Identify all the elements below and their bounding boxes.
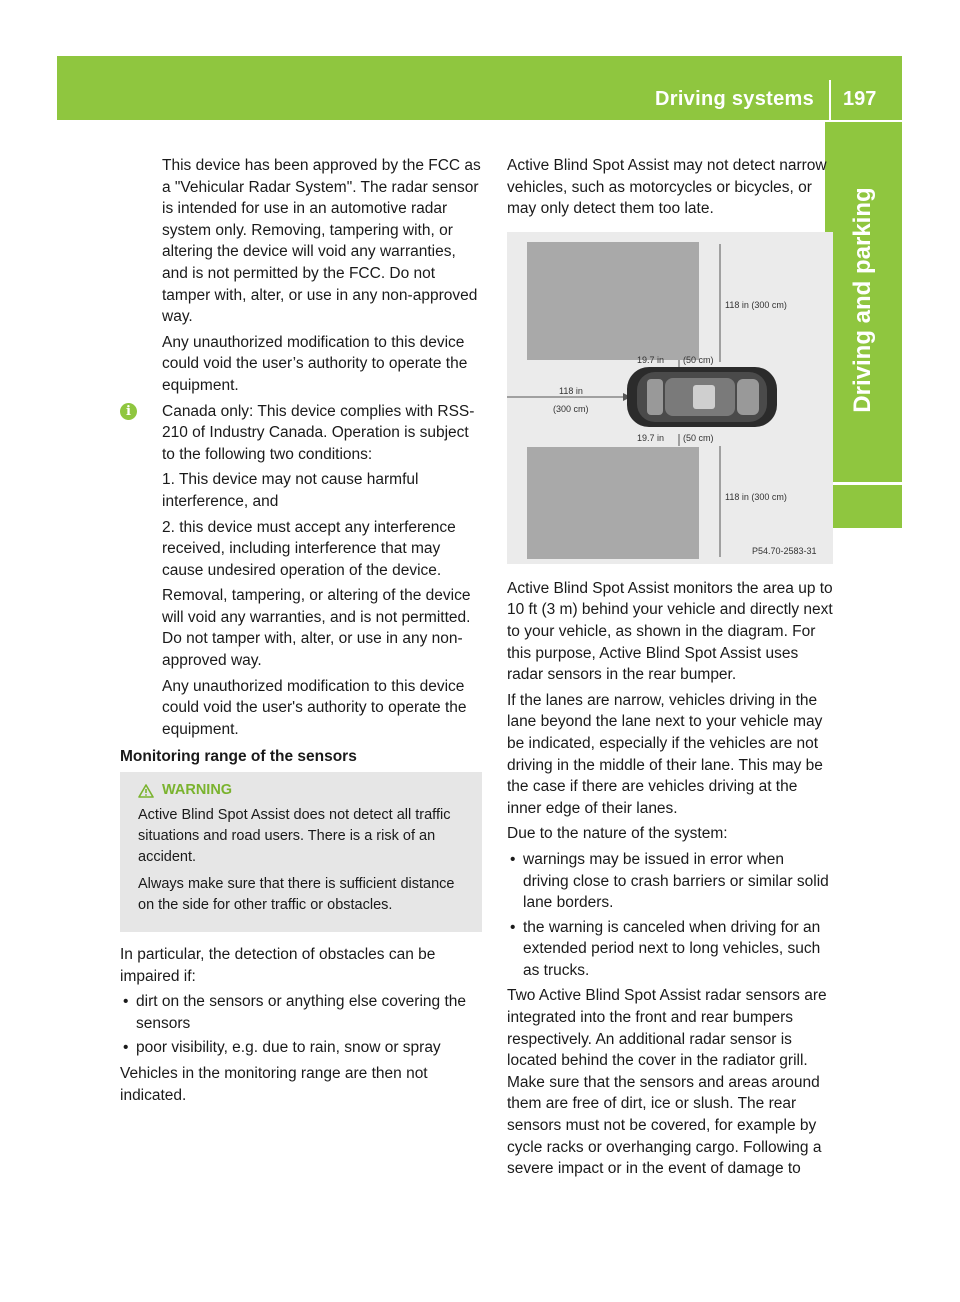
left-column	[120, 155, 482, 1110]
dimension-label: 19.7 in	[637, 354, 665, 365]
paragraph: Any unauthorized modification to this device could void the user’s authority to operate the equipment.	[162, 333, 468, 394]
dimension-label: 118 in	[559, 385, 583, 396]
paragraph: Two Active Blind Spot Assist radar sensors are integrated into the front and rear bumpers respectively. An additional radar sensor is located behind the cover in the radiator grill. Make sure that the sensors and areas around them are free of dirt, ice or slush. The rear sensors must not be covered, for example by cycle racks or overhanging cargo. Following a severe impact or in the event of damage to	[507, 987, 827, 1178]
paragraph: Removal, tampering, or altering of the device will void any warranties, and is not permitted. Do not tamper with, alter, or use in any non-approved way.	[162, 587, 471, 670]
list-item: • warnings may be issued in error when driving close to crash barriers or similar solid lane borders.	[507, 849, 833, 914]
paragraph: This device has been approved by the FCC as a "Vehicular Radar System". The radar sensor is intended for use in an automotive radar system only. Removing, tampering with, or altering the device will void any warranties, and is not permitted by the FCC. Do not tamper with, alter, or use in any non-approved way.	[162, 157, 481, 326]
chapter-tab-marker	[825, 485, 902, 528]
bullet-list	[507, 849, 833, 982]
warning-triangle-icon	[138, 784, 154, 798]
section-title: Driving systems	[655, 88, 815, 110]
warning-box	[120, 772, 482, 932]
right-column	[507, 155, 833, 1184]
paragraph: Canada only: This device complies with RSS-210 of Industry Canada. Operation is subject to the following two conditions:	[162, 402, 475, 463]
dimension-label: 118 in (300 cm)	[725, 299, 787, 310]
monitoring-zone-bottom	[527, 447, 699, 559]
paragraph: 1. This device may not cause harmful interference, and	[162, 471, 419, 510]
paragraph: Due to the nature of the system:	[507, 825, 728, 843]
header-divider	[829, 80, 831, 120]
car-top-view-icon	[627, 367, 777, 427]
paragraph: If the lanes are narrow, vehicles driving in the lane beyond the lane next to your vehicle may be indicated, especially if the vehicles are not driving in the middle of their lane. This may be the case if there are vehicles driving at the inner edge of their lanes.	[507, 691, 823, 817]
chapter-tab-label: Driving and parking	[849, 187, 876, 413]
dimension-label: (50 cm)	[683, 354, 714, 365]
dimension-label: 118 in (300 cm)	[725, 491, 787, 502]
dimension-label: (300 cm)	[553, 403, 589, 414]
list-item: • poor visibility, e.g. due to rain, snow or spray	[120, 1037, 482, 1059]
monitoring-zone-top	[527, 242, 699, 360]
info-note	[120, 401, 482, 466]
section-heading: Monitoring range of the sensors	[120, 748, 357, 766]
dimension-label: (50 cm)	[683, 432, 714, 443]
paragraph: Active Blind Spot Assist monitors the area up to 10 ft (3 m) behind your vehicle and directly next to your vehicle, as shown in the diagram. For this purpose, Active Blind Spot Assist uses radar sensors in the rear bumper.	[507, 579, 833, 684]
warning-text: Active Blind Spot Assist does not detect all traffic situations and road users. There is a risk of an accident.	[138, 807, 451, 866]
warning-text: Always make sure that there is sufficient distance on the side for other traffic or obstacles.	[138, 876, 455, 914]
warning-label: WARNING	[162, 782, 233, 799]
monitoring-range-diagram	[507, 232, 833, 564]
warning-title	[138, 780, 464, 801]
list-item: • dirt on the sensors or anything else covering the sensors	[120, 991, 482, 1034]
list-item: • the warning is canceled when driving for an extended period next to long vehicles, such as trucks.	[507, 917, 833, 982]
diagram-svg	[507, 232, 833, 564]
info-icon: i	[120, 403, 137, 420]
paragraph: Any unauthorized modification to this device could void the user's authority to operate the equipment.	[162, 677, 467, 738]
figure-code: P54.70-2583-31	[752, 545, 817, 556]
dimension-label: 19.7 in	[637, 432, 665, 443]
bullet-list	[120, 991, 482, 1059]
paragraph: Active Blind Spot Assist may not detect narrow vehicles, such as motorcycles or bicycles, or may only detect them too late.	[507, 157, 827, 218]
paragraph: 2. this device must accept any interference received, including interference that may cause undesired operation of the device.	[162, 518, 456, 579]
paragraph: In particular, the detection of obstacles can be impaired if:	[120, 946, 436, 985]
paragraph: Vehicles in the monitoring range are then not indicated.	[120, 1065, 428, 1104]
page-number: 197	[843, 88, 877, 110]
